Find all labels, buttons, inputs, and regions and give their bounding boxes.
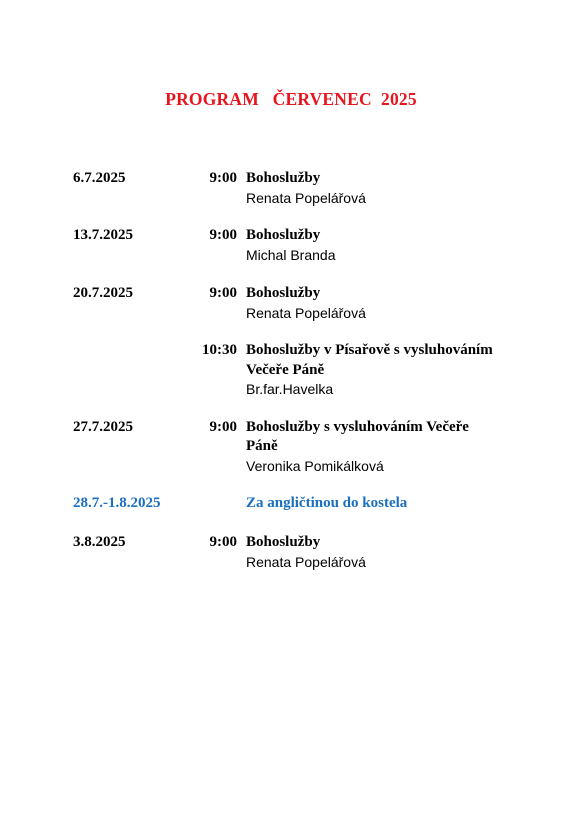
entry-event-line2: Večeře Páně (246, 362, 325, 378)
entry-event-line1: Bohoslužby s vysluhováním Večeře (246, 419, 469, 435)
entry-event: Bohoslužby (246, 227, 321, 243)
entry-date: 3.8.2025 (73, 534, 126, 550)
entry-event-line2: Páně (246, 438, 278, 454)
entry-event: Bohoslužby (246, 534, 321, 550)
entry-person: Michal Branda (246, 247, 336, 263)
entry-date: 20.7.2025 (73, 285, 133, 301)
entry-event: Bohoslužby (246, 170, 321, 186)
entry-event: Bohoslužby (246, 285, 321, 301)
entry-time: 9:00 (209, 227, 237, 243)
program-title: PROGRAM ČERVENEC 2025 (165, 89, 417, 109)
entry-date: 13.7.2025 (73, 227, 133, 243)
entry-event-line1: Bohoslužby v Písařově s vysluhováním (246, 342, 493, 358)
entry-person: Renata Popelářová (246, 190, 366, 206)
entry-time: 9:00 (209, 534, 237, 550)
entry-time: 9:00 (209, 419, 237, 435)
entry-person: Renata Popelářová (246, 554, 366, 570)
entry-time: 10:30 (202, 342, 237, 358)
entry-date: 27.7.2025 (73, 419, 133, 435)
entry-date: 28.7.-1.8.2025 (73, 495, 161, 511)
entry-date: 6.7.2025 (73, 170, 126, 186)
entry-event: Za angličtinou do kostela (246, 495, 408, 511)
entry-person: Renata Popelářová (246, 305, 366, 321)
entry-time: 9:00 (209, 285, 237, 301)
entry-time: 9:00 (209, 170, 237, 186)
entry-person: Veronika Pomikálková (246, 458, 384, 474)
entry-person: Br.far.Havelka (246, 381, 334, 397)
